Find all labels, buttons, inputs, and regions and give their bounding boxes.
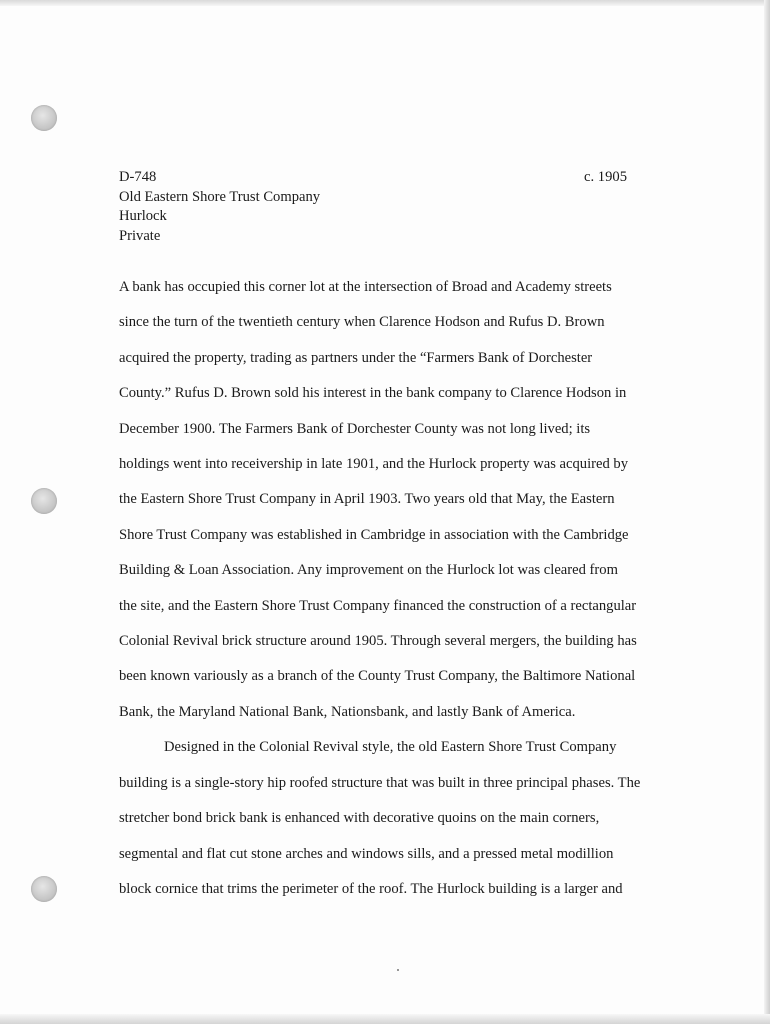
property-access: Private xyxy=(119,227,161,244)
document-header xyxy=(119,168,627,246)
paragraph-2 xyxy=(119,730,659,907)
construction-date: c. 1905 xyxy=(584,169,627,185)
text-line: Colonial Revival brick structure around 1905. Through several mergers, the building has xyxy=(119,633,637,650)
text-line: block cornice that trims the perimeter of the roof. The Hurlock building is a larger and xyxy=(119,880,623,897)
scan-edge-top xyxy=(0,0,770,6)
text-line: since the turn of the twentieth century when Clarence Hodson and Rufus D. Brown xyxy=(119,314,605,331)
scan-edge-bottom xyxy=(0,1014,770,1024)
text-line: acquired the property, trading as partners under the “Farmers Bank of Dorchester xyxy=(119,349,593,366)
text-line: segmental and flat cut stone arches and windows sills, and a pressed metal modillion xyxy=(119,845,614,862)
text-line: building is a single-story hip roofed structure that was built in three principal phases. The xyxy=(119,774,641,791)
punch-hole-middle xyxy=(31,488,57,514)
property-location: Hurlock xyxy=(119,208,167,224)
scan-speck xyxy=(397,969,399,971)
text-line: Bank, the Maryland National Bank, Nationsbank, and lastly Bank of America. xyxy=(119,703,576,720)
punch-hole-top xyxy=(31,105,57,131)
text-line: been known variously as a branch of the County Trust Company, the Baltimore National xyxy=(119,668,636,685)
text-line: the site, and the Eastern Shore Trust Company financed the construction of a rectangular xyxy=(119,597,637,614)
text-line: December 1900. The Farmers Bank of Dorchester County was not long lived; its xyxy=(119,420,591,437)
punch-hole-bottom xyxy=(31,876,57,902)
inventory-id: D-748 xyxy=(119,169,157,185)
text-line: holdings went into receivership in late 1901, and the Hurlock property was acquired by xyxy=(119,456,629,473)
paragraph-1 xyxy=(119,270,659,730)
text-line: A bank has occupied this corner lot at the intersection of Broad and Academy streets xyxy=(119,279,612,295)
text-line: County.” Rufus D. Brown sold his interest in the bank company to Clarence Hodson in xyxy=(119,385,627,402)
text-line: Shore Trust Company was established in Cambridge in association with the Cambridge xyxy=(119,526,629,543)
text-line: the Eastern Shore Trust Company in April 1903. Two years old that May, the Eastern xyxy=(119,491,615,508)
text-line: stretcher bond brick bank is enhanced with decorative quoins on the main corners, xyxy=(119,810,600,827)
scan-edge-right xyxy=(764,0,770,1024)
document-body xyxy=(119,270,659,907)
text-line: Designed in the Colonial Revival style, the old Eastern Shore Trust Company xyxy=(164,739,617,756)
property-name: Old Eastern Shore Trust Company xyxy=(119,188,321,205)
text-line: Building & Loan Association. Any improvement on the Hurlock lot was cleared from xyxy=(119,562,618,579)
